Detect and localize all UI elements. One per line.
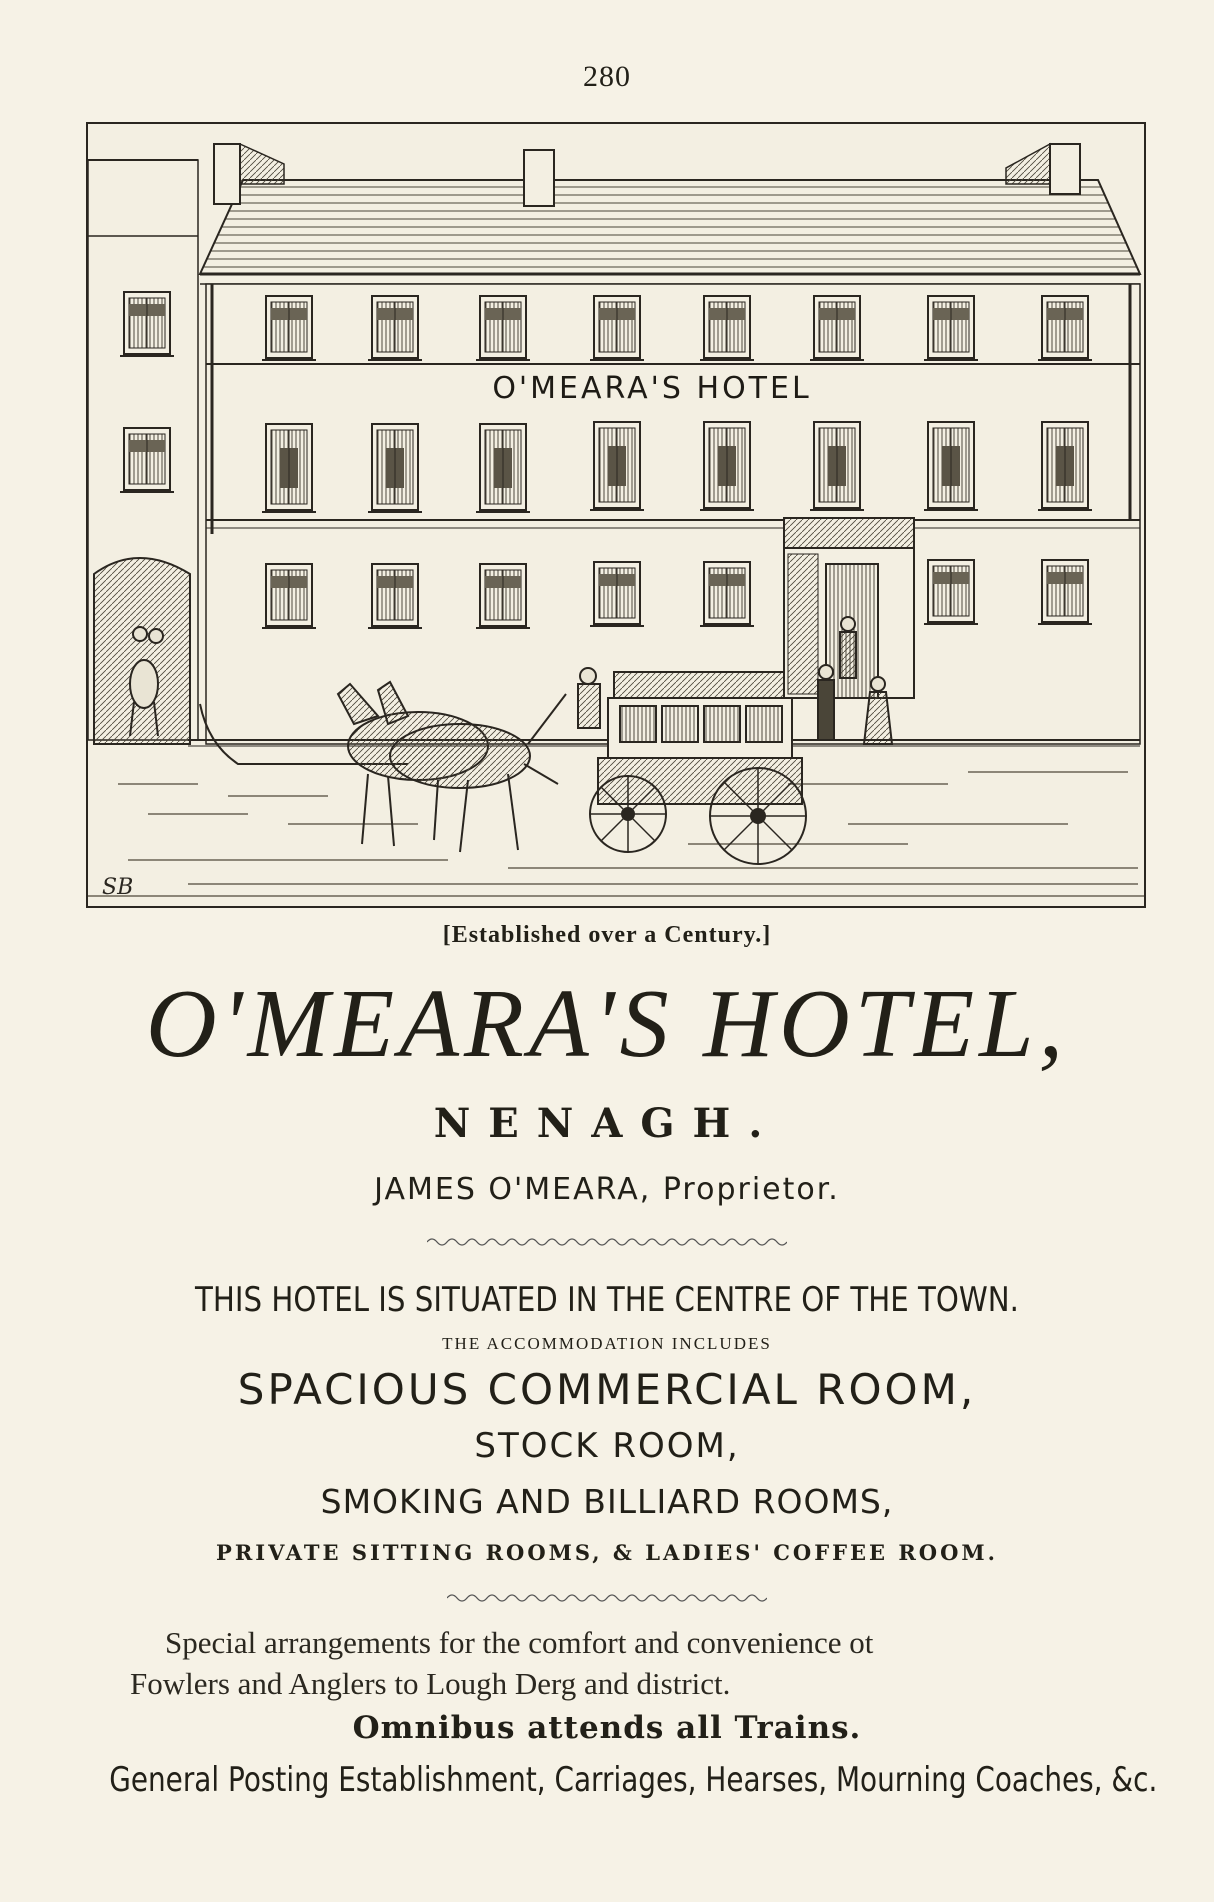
proprietor-line: JAMES O'MEARA, Proprietor.	[374, 1172, 840, 1207]
location-statement: THIS HOTEL IS SITUATED IN THE CENTRE OF THE TOWN.	[195, 1280, 1019, 1320]
commercial-room-line: SPACIOUS COMMERCIAL ROOM,	[237, 1365, 977, 1414]
established-note: [Established over a Century.]	[442, 922, 772, 948]
engraver-monogram: SB	[102, 875, 134, 900]
omnibus-line: Omnibus attends all Trains.	[352, 1710, 862, 1746]
posting-establishment-line: General Posting Establishment, Carriages, Hearses, Mourning Coaches, &c.	[109, 1760, 1158, 1800]
private-rooms-line: PRIVATE SITTING ROOMS, & LADIES' COFFEE ROOM.	[216, 1540, 998, 1565]
accommodation-intro: THE ACCOMMODATION INCLUDES	[442, 1334, 772, 1353]
special-line-1: Special arrangements for the comfort and convenience ot	[165, 1625, 874, 1660]
page-number: 280	[583, 60, 631, 93]
stock-room-line: STOCK ROOM,	[474, 1426, 740, 1466]
hotel-engraving	[86, 122, 1146, 908]
hotel-sign-text: O'MEARA'S HOTEL	[492, 371, 812, 406]
town-name: NENAGH.	[433, 1100, 781, 1147]
special-arrangements-text	[130, 1622, 1140, 1704]
wavy-divider	[0, 1592, 1214, 1604]
hotel-name-title: O'MEARA'S HOTEL,	[145, 970, 1069, 1078]
special-line-2: Fowlers and Anglers to Lough Derg and district.	[130, 1666, 731, 1701]
smoking-billiard-line: SMOKING AND BILLIARD ROOMS,	[320, 1482, 894, 1521]
wavy-divider	[0, 1236, 1214, 1248]
